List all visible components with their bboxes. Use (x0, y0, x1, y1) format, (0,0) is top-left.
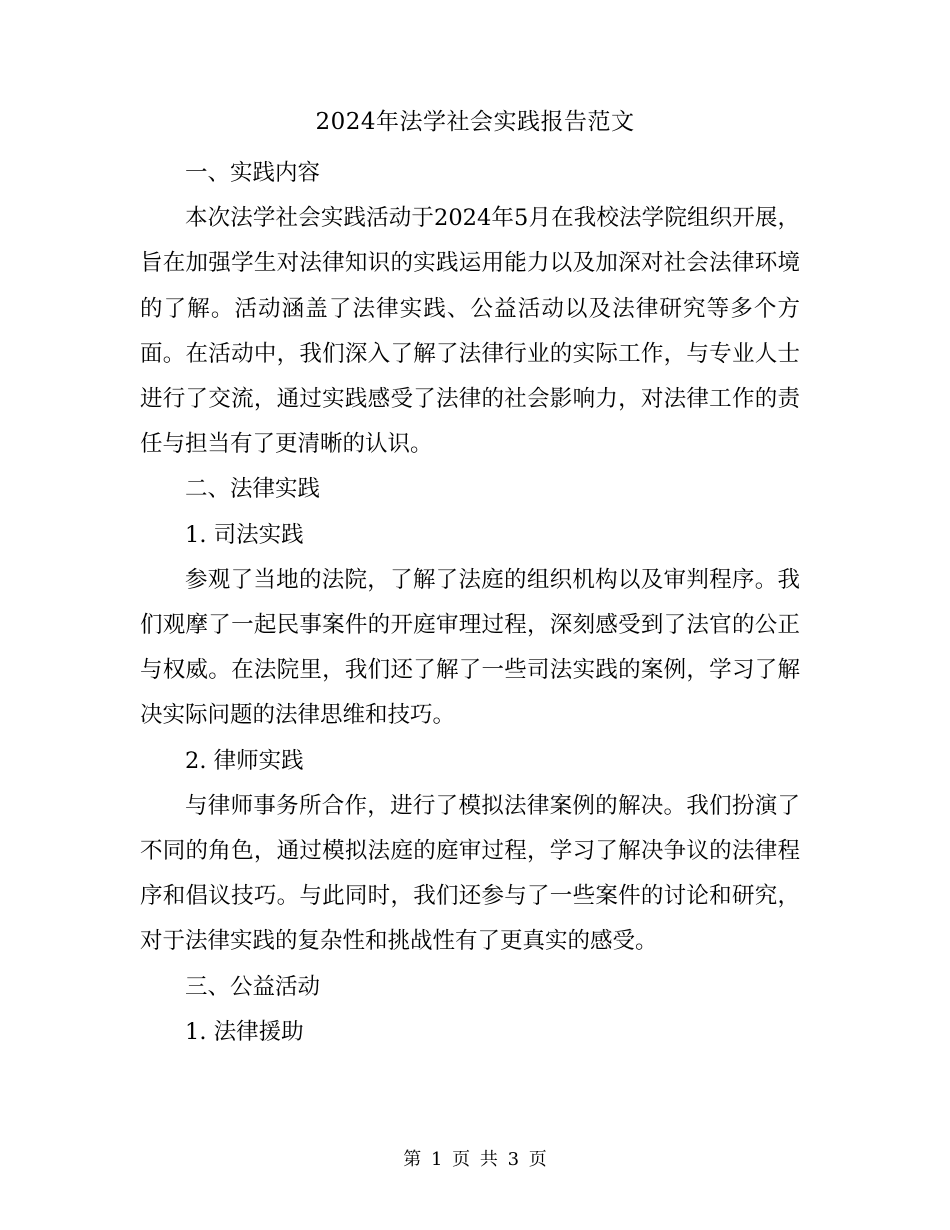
document-body (140, 151, 800, 1055)
section-heading-2: 二、法律实践 (185, 476, 321, 503)
document-title: 2024年法学社会实践报告范文 (315, 109, 635, 135)
page-number-footer: 第 1 页 共 3 页 (403, 1149, 547, 1170)
subheading-judicial-practice: 1. 司法实践 (185, 521, 304, 548)
paragraph-practice-content: 本次法学社会实践活动于2024年5月在我校法学院组织开展，旨在加强学生对法律知识的实践运用能力以及加深对社会法律环境的了解。活动涵盖了法律实践、公益活动以及法律研究等多个方面。在活动中，我们深入了解了法律行业的实际工作，与专业人士进行了交流，通过实践感受了法律的社会影响力，对法律工作的责任与担当有了更清晰的认识。 (140, 205, 800, 458)
section-heading-1: 一、实践内容 (185, 160, 321, 186)
paragraph-judicial-practice: 参观了当地的法院，了解了法庭的组织机构以及审判程序。我们观摩了一起民事案件的开庭审理过程，深刻感受到了法官的公正与权威。在法院里，我们还了解了一些司法实践的案例，学习了解决实际问题的法律思维和技巧。 (140, 566, 800, 729)
subheading-legal-aid: 1. 法律援助 (185, 1018, 304, 1045)
subheading-lawyer-practice: 2. 律师实践 (185, 747, 304, 774)
section-heading-3: 三、公益活动 (185, 973, 321, 1000)
paragraph-lawyer-practice: 与律师事务所合作，进行了模拟法律案例的解决。我们扮演了不同的角色，通过模拟法庭的庭审过程，学习了解决争议的法律程序和倡议技巧。与此同时，我们还参与了一些案件的讨论和研究，对于法律实践的复杂性和挑战性有了更真实的感受。 (140, 792, 800, 955)
